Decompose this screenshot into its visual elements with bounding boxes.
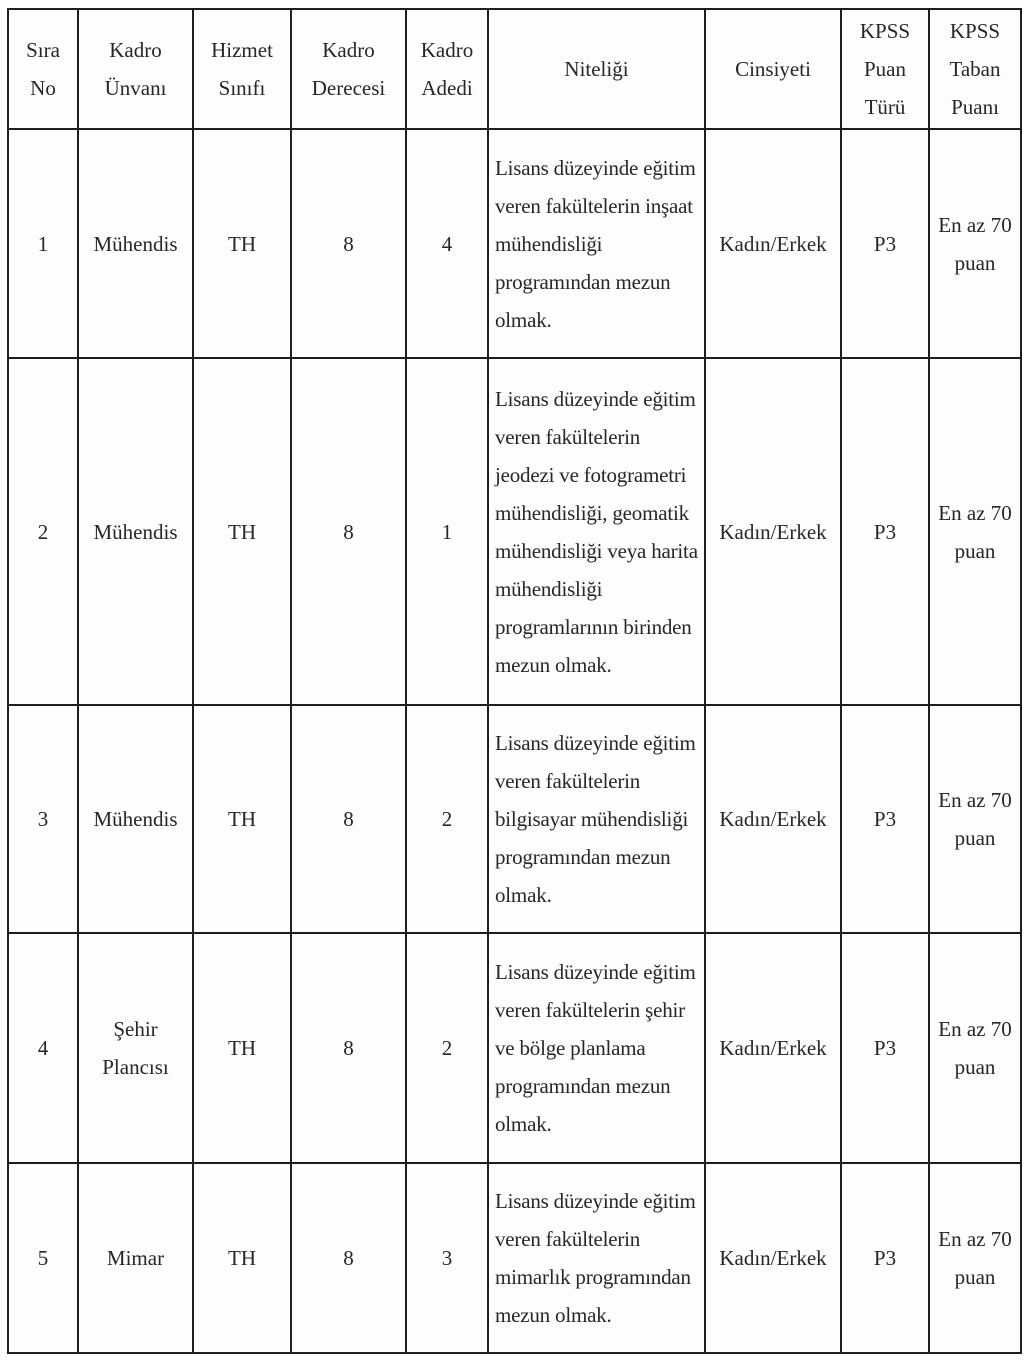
cell-sira-no: 5 [8, 1163, 78, 1353]
cell-kpss-taban-puani: En az 70 puan [929, 129, 1021, 358]
kadro-ilan-table [7, 8, 1022, 1354]
header-kadro-adedi: Kadro Adedi [406, 9, 488, 129]
cell-kpss-puan-turu: P3 [841, 705, 929, 933]
table-row [8, 358, 1021, 705]
cell-sira-no: 4 [8, 933, 78, 1163]
cell-kadro-unvani: Mimar [78, 1163, 193, 1353]
cell-kadro-adedi: 3 [406, 1163, 488, 1353]
cell-cinsiyeti: Kadın/Erkek [705, 933, 841, 1163]
cell-hizmet-sinifi: TH [193, 1163, 291, 1353]
cell-niteligi: Lisans düzeyinde eğitim veren fakültelerin mimarlık programından mezun olmak. [488, 1163, 705, 1353]
cell-kpss-taban-puani: En az 70 puan [929, 705, 1021, 933]
cell-kpss-puan-turu: P3 [841, 129, 929, 358]
cell-kadro-adedi: 2 [406, 933, 488, 1163]
cell-kadro-unvani: Mühendis [78, 129, 193, 358]
cell-niteligi: Lisans düzeyinde eğitim veren fakültelerin bilgisayar mühendisliği programından mezun olmak. [488, 705, 705, 933]
header-kpss-taban-puani: KPSS Taban Puanı [929, 9, 1021, 129]
cell-kadro-derecesi: 8 [291, 705, 406, 933]
table-row [8, 933, 1021, 1163]
table-row [8, 1163, 1021, 1353]
cell-kpss-puan-turu: P3 [841, 1163, 929, 1353]
cell-kadro-derecesi: 8 [291, 358, 406, 705]
cell-kpss-puan-turu: P3 [841, 358, 929, 705]
cell-niteligi: Lisans düzeyinde eğitim veren fakültelerin inşaat mühendisliği programından mezun olmak. [488, 129, 705, 358]
cell-cinsiyeti: Kadın/Erkek [705, 705, 841, 933]
cell-cinsiyeti: Kadın/Erkek [705, 129, 841, 358]
cell-sira-no: 3 [8, 705, 78, 933]
cell-sira-no: 2 [8, 358, 78, 705]
header-sira-no: Sıra No [8, 9, 78, 129]
cell-sira-no: 1 [8, 129, 78, 358]
cell-kadro-derecesi: 8 [291, 933, 406, 1163]
cell-kpss-taban-puani: En az 70 puan [929, 358, 1021, 705]
table-row [8, 129, 1021, 358]
cell-niteligi: Lisans düzeyinde eğitim veren fakültelerin şehir ve bölge planlama programından mezun olmak. [488, 933, 705, 1163]
header-hizmet-sinifi: Hizmet Sınıfı [193, 9, 291, 129]
cell-niteligi: Lisans düzeyinde eğitim veren fakültelerin jeodezi ve fotogrametri mühendisliği, geomatik mühendisliği veya harita mühendisliği programlarının birinden mezun olmak. [488, 358, 705, 705]
header-cinsiyeti: Cinsiyeti [705, 9, 841, 129]
cell-kadro-unvani: Mühendis [78, 705, 193, 933]
cell-kadro-adedi: 4 [406, 129, 488, 358]
table-header-row [8, 9, 1021, 129]
cell-cinsiyeti: Kadın/Erkek [705, 358, 841, 705]
cell-kadro-derecesi: 8 [291, 1163, 406, 1353]
cell-kadro-adedi: 2 [406, 705, 488, 933]
header-niteligi: Niteliği [488, 9, 705, 129]
cell-hizmet-sinifi: TH [193, 705, 291, 933]
cell-hizmet-sinifi: TH [193, 129, 291, 358]
header-kadro-unvani: Kadro Ünvanı [78, 9, 193, 129]
cell-kpss-taban-puani: En az 70 puan [929, 933, 1021, 1163]
cell-kpss-puan-turu: P3 [841, 933, 929, 1163]
cell-hizmet-sinifi: TH [193, 933, 291, 1163]
cell-kpss-taban-puani: En az 70 puan [929, 1163, 1021, 1353]
cell-kadro-adedi: 1 [406, 358, 488, 705]
header-kpss-puan-turu: KPSS Puan Türü [841, 9, 929, 129]
cell-cinsiyeti: Kadın/Erkek [705, 1163, 841, 1353]
cell-kadro-derecesi: 8 [291, 129, 406, 358]
table-row [8, 705, 1021, 933]
cell-kadro-unvani: Şehir Plancısı [78, 933, 193, 1163]
cell-kadro-unvani: Mühendis [78, 358, 193, 705]
cell-hizmet-sinifi: TH [193, 358, 291, 705]
header-kadro-derecesi: Kadro Derecesi [291, 9, 406, 129]
